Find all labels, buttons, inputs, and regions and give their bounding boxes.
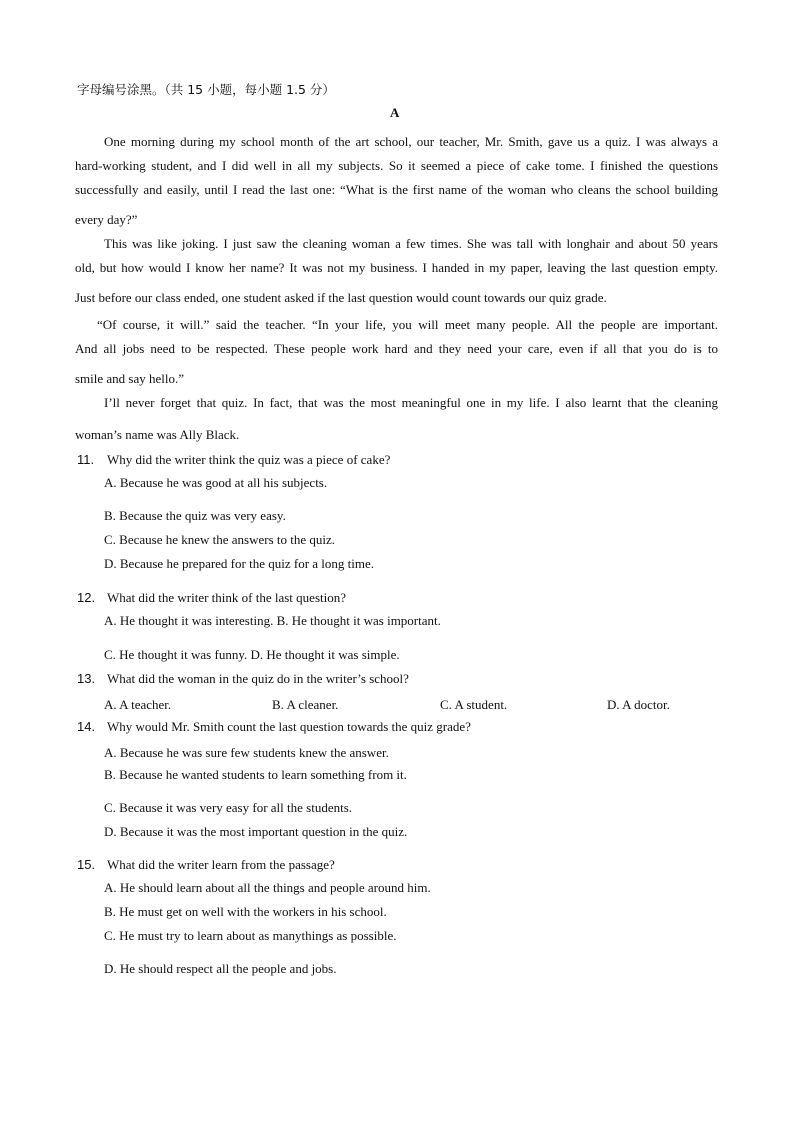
- option-line[interactable]: C. He thought it was funny. D. He thought it was simple.: [104, 647, 400, 662]
- question-text: What did the woman in the quiz do in the writer’s school?: [107, 671, 409, 686]
- passage-line: I’ll never forget that quiz. In fact, that was the most meaningful one in my life. I also learnt that the cleaning: [104, 395, 718, 410]
- option-b[interactable]: B. Because the quiz was very easy.: [104, 508, 286, 523]
- question-number: 12.: [77, 590, 96, 605]
- passage-line: woman’s name was Ally Black.: [75, 427, 240, 442]
- passage-line: hard-working student, and I did well in all my subjects. So it seemed a piece of cake tome. I finished the questions: [75, 158, 718, 173]
- option-d[interactable]: D. A doctor.: [607, 697, 670, 712]
- option-d[interactable]: D. Because it was the most important question in the quiz.: [104, 824, 408, 839]
- option-c[interactable]: C. He must try to learn about as manythings as possible.: [104, 928, 397, 943]
- option-a[interactable]: A. He should learn about all the things and people around him.: [104, 880, 431, 895]
- question-number: 11.: [77, 452, 95, 467]
- passage-line: old, but how would I know her name? It was not my business. I handed in my paper, leaving the last question empty.: [75, 260, 718, 275]
- question-text: What did the writer learn from the passage?: [107, 857, 335, 872]
- passage-line: “Of course, it will.” said the teacher. “In your life, you will meet many people. All the people are important.: [97, 317, 718, 332]
- passage-paragraph-4: [75, 391, 718, 447]
- passage-line: smile and say hello.”: [75, 371, 185, 386]
- section-instruction: 字母编号涂黑。（共 15 小题，每小题 1.5 分）: [77, 82, 335, 97]
- option-a[interactable]: A. A teacher.: [104, 697, 172, 712]
- passage-line: successfully and easily, until I read the last one: “What is the first name of the woman who cleans the school building: [75, 182, 718, 197]
- question-text: Why did the writer think the quiz was a piece of cake?: [107, 452, 391, 467]
- question-text: What did the writer think of the last question?: [107, 590, 346, 605]
- option-b[interactable]: B. He must get on well with the workers in his school.: [104, 904, 387, 919]
- passage-line: And all jobs need to be respected. These people work hard and they need your care, even if all that you do is to: [75, 341, 718, 356]
- passage-paragraph-3: [75, 313, 718, 391]
- question-text: Why would Mr. Smith count the last question towards the quiz grade?: [107, 719, 471, 734]
- question-number: 15.: [77, 857, 96, 872]
- passage-line: This was like joking. I just saw the cleaning woman a few times. She was tall with longhair and about 50 years: [104, 236, 718, 251]
- passage-line: One morning during my school month of the art school, our teacher, Mr. Smith, gave us a quiz. I was always a: [104, 134, 718, 149]
- option-b[interactable]: B. Because he wanted students to learn something from it.: [104, 767, 407, 782]
- passage-title: A: [390, 105, 400, 120]
- question-number: 13.: [77, 671, 96, 686]
- option-d[interactable]: D. Because he prepared for the quiz for a long time.: [104, 556, 375, 571]
- option-c[interactable]: C. Because it was very easy for all the students.: [104, 800, 353, 815]
- passage-paragraph-1: [75, 130, 718, 232]
- passage-line: every day?”: [75, 212, 138, 227]
- option-d[interactable]: D. He should respect all the people and jobs.: [104, 961, 337, 976]
- passage-paragraph-2: [75, 232, 718, 310]
- option-c[interactable]: C. Because he knew the answers to the quiz.: [104, 532, 336, 547]
- option-line[interactable]: A. He thought it was interesting. B. He thought it was important.: [104, 613, 441, 628]
- option-a[interactable]: A. Because he was good at all his subjects.: [104, 475, 328, 490]
- option-c[interactable]: C. A student.: [440, 697, 508, 712]
- option-b[interactable]: B. A cleaner.: [272, 697, 339, 712]
- passage-line: Just before our class ended, one student asked if the last question would count towards our quiz grade.: [75, 290, 607, 305]
- question-number: 14.: [77, 719, 96, 734]
- option-a[interactable]: A. Because he was sure few students knew the answer.: [104, 745, 389, 760]
